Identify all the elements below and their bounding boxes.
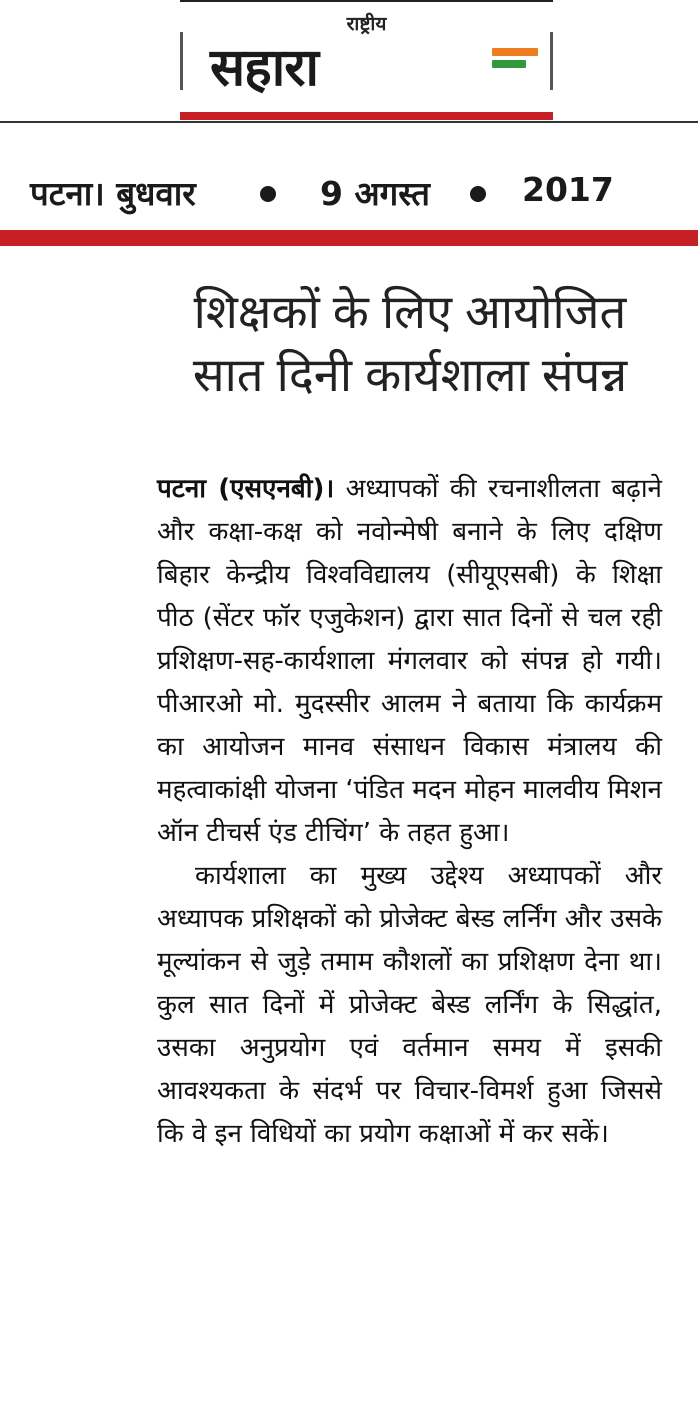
- article-body: [157, 468, 662, 1156]
- dateline-red-rule: [0, 230, 698, 246]
- bullet-dot-icon: [260, 186, 276, 202]
- masthead-logo: सहारा: [210, 38, 318, 98]
- headline-line-2: सात दिनी कार्यशाला संपन्न: [192, 348, 628, 401]
- masthead: [180, 0, 553, 122]
- dateline: [30, 170, 670, 220]
- masthead-red-rule: [180, 112, 553, 120]
- flag-green-stripe: [492, 60, 526, 68]
- masthead-tagline: राष्ट्रीय: [346, 13, 387, 35]
- bullet-dot-icon: [470, 186, 486, 202]
- masthead-right-bar: [550, 32, 553, 90]
- flag-saffron-stripe: [492, 48, 538, 56]
- article-paragraph-1-text: अध्यापकों की रचनाशीलता बढ़ाने और कक्षा-कक्ष को नवोन्मेषी बनाने के लिए दक्षिण बिहार केन्द्रीय विश्वविद्यालय (सीयूएसबी) के शिक्षा पीठ (सेंटर फॉर एजुकेशन) द्वारा सात दिनों से चल रही प्रशिक्षण-सह-कार्यशाला मंगलवार को संपन्न हो गयी। पीआरओ मो. मुदस्सीर आलम ने बताया कि कार्यक्रम का आयोजन मानव संसाधन विकास मंत्रालय की महत्वाकांक्षी योजना ‘पंडित मदन मोहन मालवीय मिशन ऑन टीचर्स एंड टीचिंग’ के तहत हुआ।: [157, 474, 662, 848]
- masthead-divider: [0, 121, 698, 123]
- article-headline: [150, 280, 670, 406]
- article-paragraph-2: कार्यशाला का मुख्य उद्देश्य अध्यापकों और अध्यापक प्रशिक्षकों को प्रोजेक्ट बेस्ड लर्निंग और उसके मूल्यांकन से जुड़े तमाम कौशलों का प्रशिक्षण देना था। कुल सात दिनों में प्रोजेक्ट बेस्ड लर्निंग के सिद्धांत, उसका अनुप्रयोग एवं वर्तमान समय में इसकी आवश्यकता के संदर्भ पर विचार-विमर्श हुआ जिससे कि वे इन विधियों का प्रयोग कक्षाओं में कर सकें।: [157, 861, 662, 1149]
- masthead-left-bar: [180, 32, 183, 90]
- dateline-date: 9 अगस्त: [320, 174, 430, 213]
- article-dateline: पटना (एसएनबी)।: [157, 474, 335, 504]
- article-paragraph-1: [157, 468, 662, 855]
- headline-line-1: शिक्षकों के लिए आयोजित: [193, 285, 627, 338]
- dateline-city-day: पटना। बुधवार: [30, 174, 196, 213]
- tricolor-flag-icon: [492, 48, 538, 72]
- dateline-year: 2017: [522, 170, 614, 209]
